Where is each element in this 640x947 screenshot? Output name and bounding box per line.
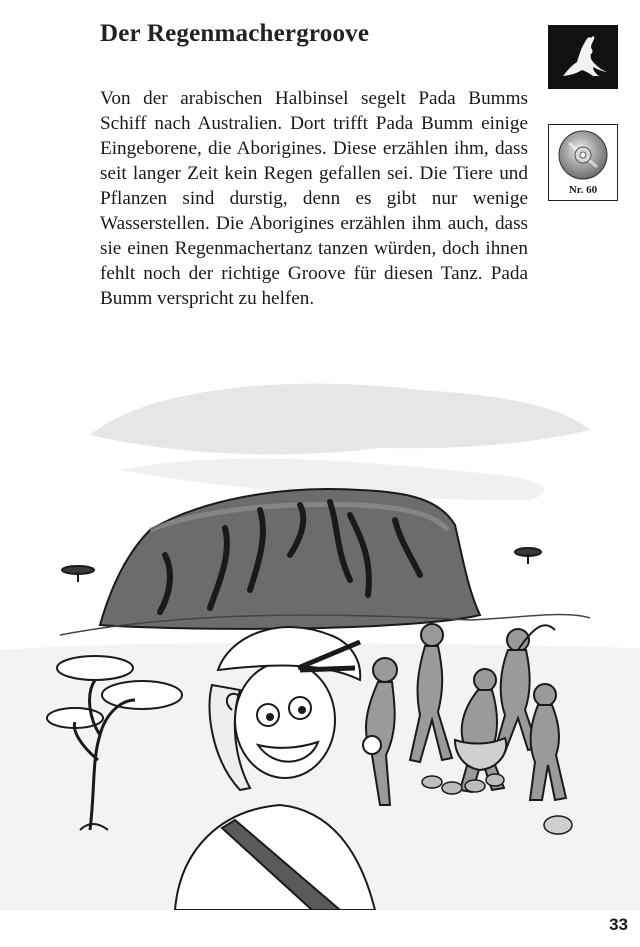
- page-title: Der Regenmachergroove: [100, 20, 370, 47]
- cd-icon: [549, 127, 617, 183]
- story-text: Von der arabischen Halbinsel segelt Pada Bumms Schiff nach Australien. Dort trifft Pada Bumm einige Eingeborene, die Aborigines. Diese erzählen ihm, dass seit langer Zeit kein Regen gefallen sei. Die Tiere und Pflanzen sind durstig, denn es gibt nur wenige Wasserstellen. Die Aborigines erzählen ihm auch, dass sie einen Regenmachertanz tanzen würden, doch ihnen fehlt noch der richtige Groove für diesen Tanz. Pada Bumm verspricht zu helfen.: [100, 88, 528, 309]
- outback-illustration: [0, 350, 640, 910]
- kangaroo-icon: [549, 26, 617, 88]
- track-number: Nr. 60: [568, 184, 598, 196]
- cd-track-badge: [548, 124, 618, 201]
- page-number: 33: [609, 915, 628, 934]
- region-badge: [548, 25, 618, 89]
